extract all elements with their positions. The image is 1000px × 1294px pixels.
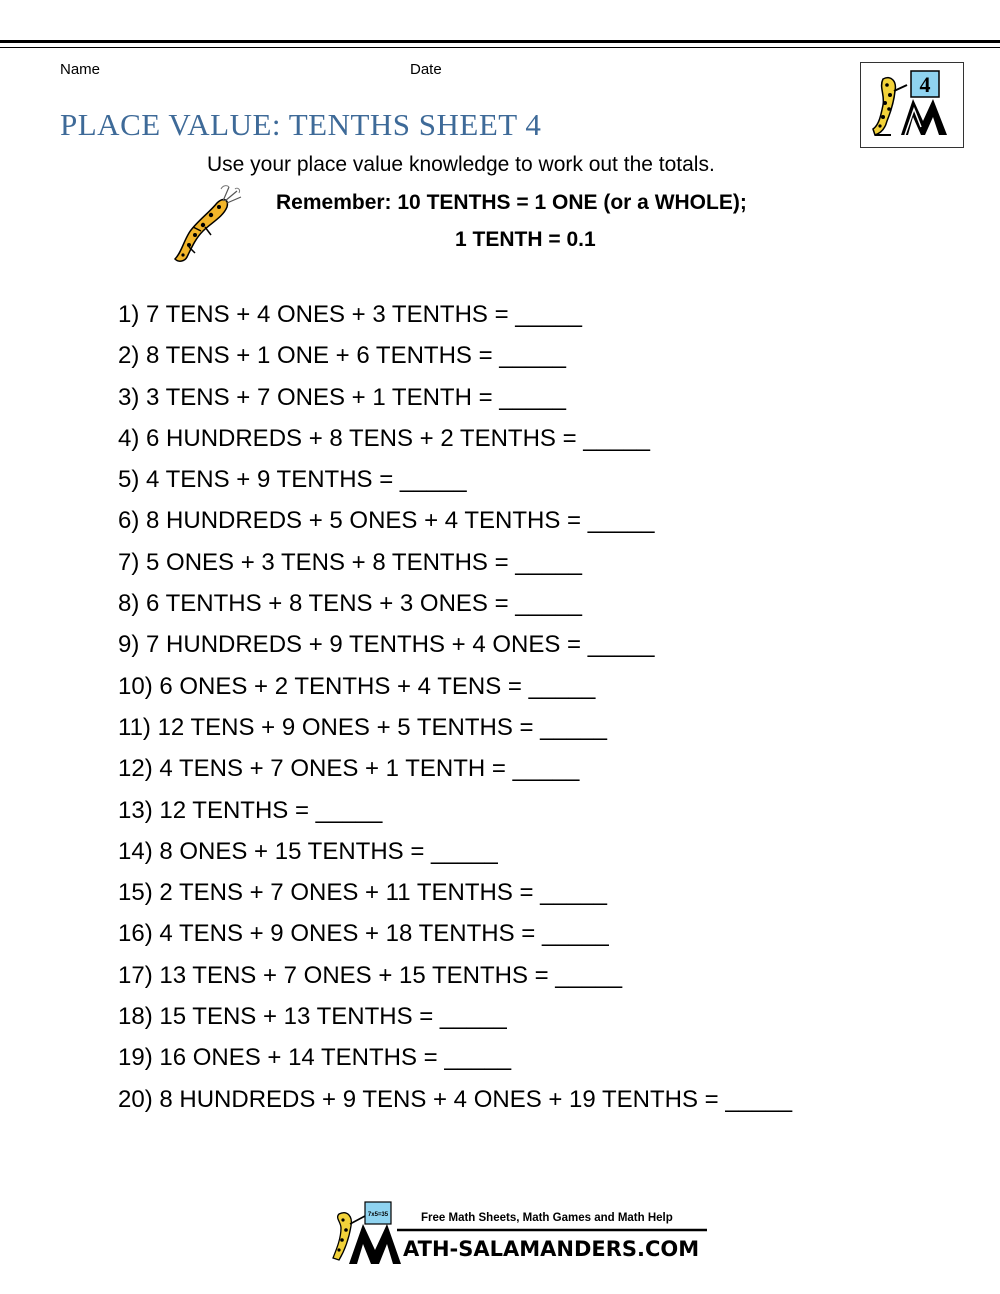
footer-tagline: Free Math Sheets, Math Games and Math Help [421, 1212, 673, 1224]
question-item: 11) 12 TENS + 9 ONES + 5 TENTHS = _____ [118, 713, 607, 741]
grade-number: 4 [919, 72, 931, 97]
question-item: 15) 2 TENS + 7 ONES + 11 TENTHS = _____ [118, 879, 607, 907]
footer-site-name: ATH-SALAMANDERS.COM [403, 1237, 700, 1261]
question-item: 4) 6 HUNDREDS + 8 TENS + 2 TENTHS = _____ [118, 424, 650, 452]
question-item: 9) 7 HUNDREDS + 9 TENTHS + 4 ONES = _____ [118, 631, 655, 659]
question-item: 7) 5 ONES + 3 TENS + 8 TENTHS = _____ [118, 548, 583, 576]
name-label: Name [60, 61, 101, 78]
top-rule-thin [0, 47, 1000, 48]
salamander-illustration [165, 183, 245, 265]
question-item: 16) 4 TENS + 9 ONES + 18 TENTHS = _____ [118, 920, 609, 948]
top-rule-thick [0, 40, 1000, 43]
question-item: 6) 8 HUNDREDS + 5 ONES + 4 TENTHS = _____ [118, 507, 655, 535]
question-item: 2) 8 TENS + 1 ONE + 6 TENTHS = _____ [118, 342, 566, 370]
question-item: 5) 4 TENS + 9 TENTHS = _____ [118, 466, 467, 494]
page-title: PLACE VALUE: TENTHS SHEET 4 [60, 107, 542, 142]
question-item: 13) 12 TENTHS = _____ [118, 796, 383, 824]
question-item: 19) 16 ONES + 14 TENTHS = _____ [118, 1044, 512, 1072]
question-item: 12) 4 TENS + 7 ONES + 1 TENTH = _____ [118, 755, 580, 783]
question-list [118, 296, 792, 1122]
board-equation: 7x5=35 [367, 1212, 389, 1218]
question-item: 10) 6 ONES + 2 TENTHS + 4 TENS = _____ [118, 672, 596, 700]
question-item: 8) 6 TENTHS + 8 TENS + 3 ONES = _____ [118, 590, 583, 618]
reminder-text: Remember: 10 TENTHS = 1 ONE (or a WHOLE); [276, 191, 747, 214]
instruction-text: Use your place value knowledge to work out the totals. [207, 153, 715, 176]
question-item: 18) 15 TENS + 13 TENTHS = _____ [118, 1003, 507, 1031]
question-item: 3) 3 TENS + 7 ONES + 1 TENTH = _____ [118, 383, 566, 411]
question-item: 17) 13 TENS + 7 ONES + 15 TENTHS = _____ [118, 961, 623, 989]
footer-logo [325, 1200, 710, 1268]
question-item: 20) 8 HUNDREDS + 9 TENS + 4 ONES + 19 TENTHS = _____ [118, 1085, 793, 1113]
question-item: 1) 7 TENS + 4 ONES + 3 TENTHS = _____ [118, 301, 583, 328]
tenth-definition: 1 TENTH = 0.1 [455, 228, 596, 251]
question-item: 14) 8 ONES + 15 TENTHS = _____ [118, 837, 498, 865]
date-label: Date [410, 61, 442, 78]
grade-badge-logo [860, 62, 964, 148]
